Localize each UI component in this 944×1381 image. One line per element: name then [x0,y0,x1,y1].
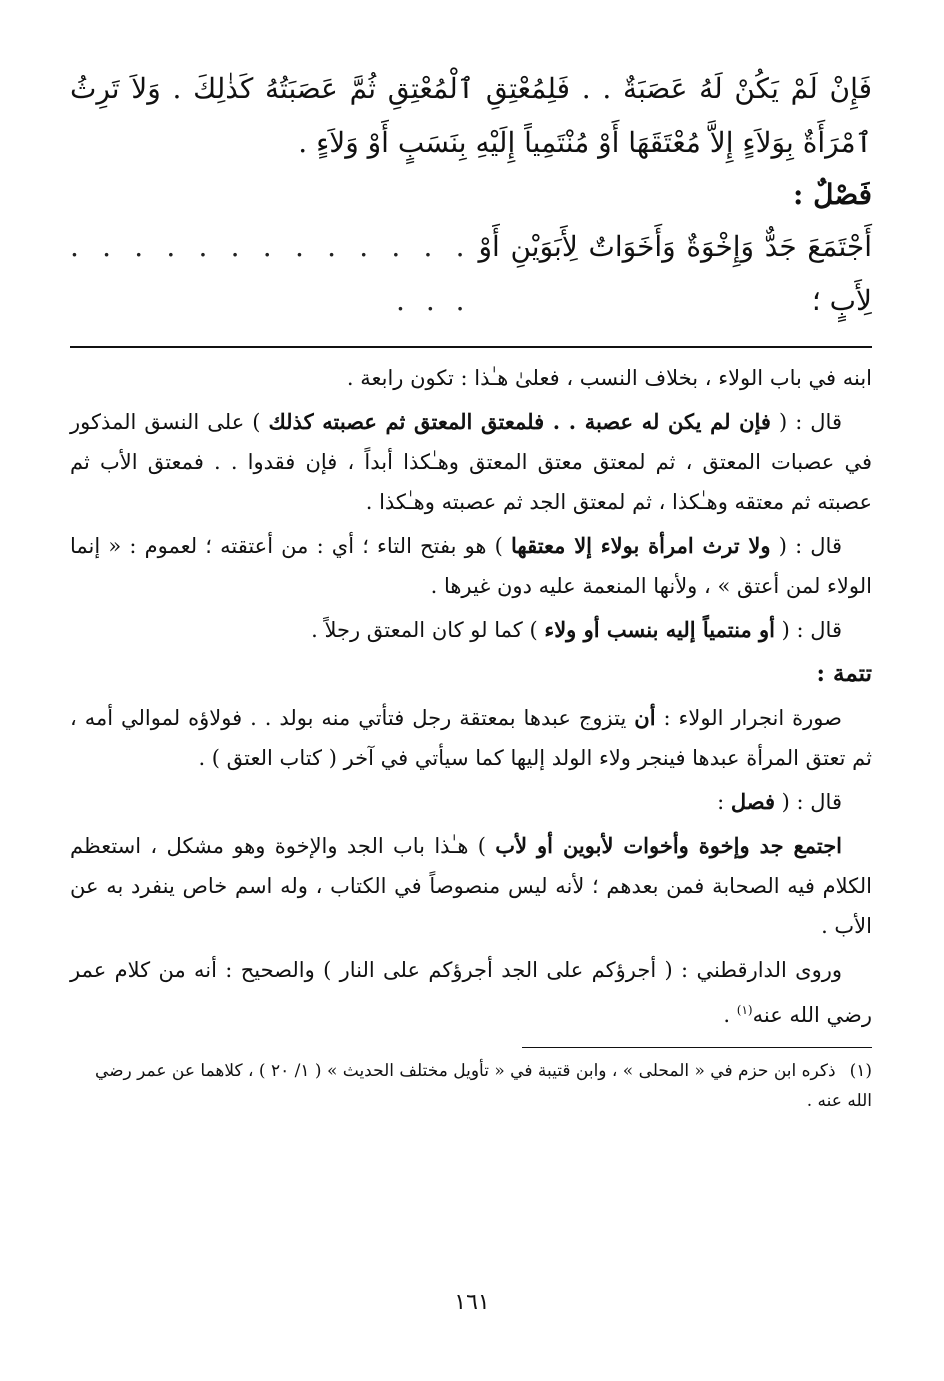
footnote [70,1056,872,1116]
matn-line-2 [70,220,872,328]
commentary: ) هو بفتح التاء ؛ أي : من أعتقته ؛ لعموم : « إنما الولاء لمن أعتق » ، ولأنها المنعمة عليه دون غيرها . [70,534,872,598]
footnote-text: ذكره ابن حزم في « المحلى » ، وابن قتيبة في « تأويل مختلف الحديث » ( ١/ ٢٠ ) ، كلاهما عن عمر رضي الله عنه . [94,1061,872,1111]
sharh-paragraph-3 [70,610,872,650]
qala-prefix: قال : ( [770,410,842,434]
commentary: ) هـٰذا باب الجد والإخوة وهو مشكل ، استعظم الكلام فيه الصحابة فمن بعدهم ؛ لأنه ليس منصوصاً في الكتاب ، وله اسم خاص ينفرد به عن الأب . [70,834,872,938]
commentary: صورة انجرار الولاء : [655,706,842,730]
fasl-heading: فَصْلٌ : [793,178,872,211]
commentary: وروى الدارقطني : ( أجرؤكم على الجد أجرؤكم على النار ) والصحيح : أنه من كلام عمر رضي الله عنه [70,958,872,1027]
commentary: ) على النسق المذكور في عصبات المعتق ، ثم لمعتق معتق المعتق وهـٰكذا أبداً ، فإن فقدوا . . فمعتق الأب ثم عصبته ثم معتقه وهـٰكذا ، ثم لمعتق الجد ثم عصبته وهـٰكذا . [70,410,872,514]
bold-word: أن [634,705,656,730]
sharh-paragraph-5 [70,782,872,822]
sharh-text [70,358,872,1035]
matn-sharh-divider [70,346,872,348]
quoted-matn: اجتمع جد وإخوة وأخوات لأبوين أو لأب [495,833,843,858]
footnote-number: (١) [849,1061,872,1081]
sharh-paragraph-6 [70,826,872,946]
sharh-paragraph-4 [70,698,872,778]
dotted-leader: . . . . . . . . . . . . . . . . [70,230,471,317]
sharh-paragraph-2 [70,526,872,606]
sharh-paragraph-1 [70,402,872,522]
quoted-matn: فإن لم يكن له عصبة . . فلمعتق المعتق ثم عصبته كذلك [268,409,771,434]
qala-prefix: قال : ( [775,790,842,814]
commentary: يتزوج عبدها بمعتقة رجل فتأتي منه بولد . . فولاؤه لموالي أمه ، ثم تعتق المرأة عبدها فينجر ولاء الولد إليها كما سيأتي في آخر ( كتاب العتق ) . [70,706,872,770]
commentary: ) كما لو كان المعتق رجلاً . [311,618,545,642]
qala-prefix: قال : ( [775,618,842,642]
sharh-paragraph-7 [70,950,872,1035]
quoted-matn: فصل [730,789,775,814]
matn-line-2-text: أَجْتَمَعَ جَدٌّ وَإِخْوَةٌ وَأَخَوَاتٌ لِأَبَوَيْنِ أَوْ لِأَبٍ ؛ [478,230,872,317]
page-number: ١٦١ [454,1290,490,1315]
sharh-paragraph-0: ابنه في باب الولاء ، بخلاف النسب ، فعلىٰ هـٰذا : تكون رابعة . [346,366,872,390]
footnote-reference[interactable]: (١) [736,1003,753,1017]
footnote-1 [70,1056,872,1116]
qala-prefix: قال : ( [770,534,842,558]
matn-line-1: فَإِنْ لَمْ يَكُنْ لَهُ عَصَبَةٌ . . فَلِمُعْتِقِ ٱلْمُعْتِقِ ثُمَّ عَصَبَتُهُ كَذٰلِكَ . وَلاَ تَرِثُ ٱمْرَأَةٌ بِوَلاَءٍ إِلاَّ مُعْتَقَهَا أَوْ مُنْتَمِياً إِلَيْهِ بِنَسَبٍ أَوْ وَلاَءٍ . [70,72,872,159]
period: . [723,1003,737,1027]
quoted-matn: أو منتمياً إليه بنسب أو ولاء [544,617,775,642]
tatimma-heading: تتمة : [816,660,872,687]
footnote-divider [522,1047,872,1048]
quoted-matn: ولا ترث امرأة بولاء إلا معتقها [511,533,771,558]
matn-text [70,62,872,328]
commentary: : [717,790,731,814]
page-body [70,62,872,1116]
